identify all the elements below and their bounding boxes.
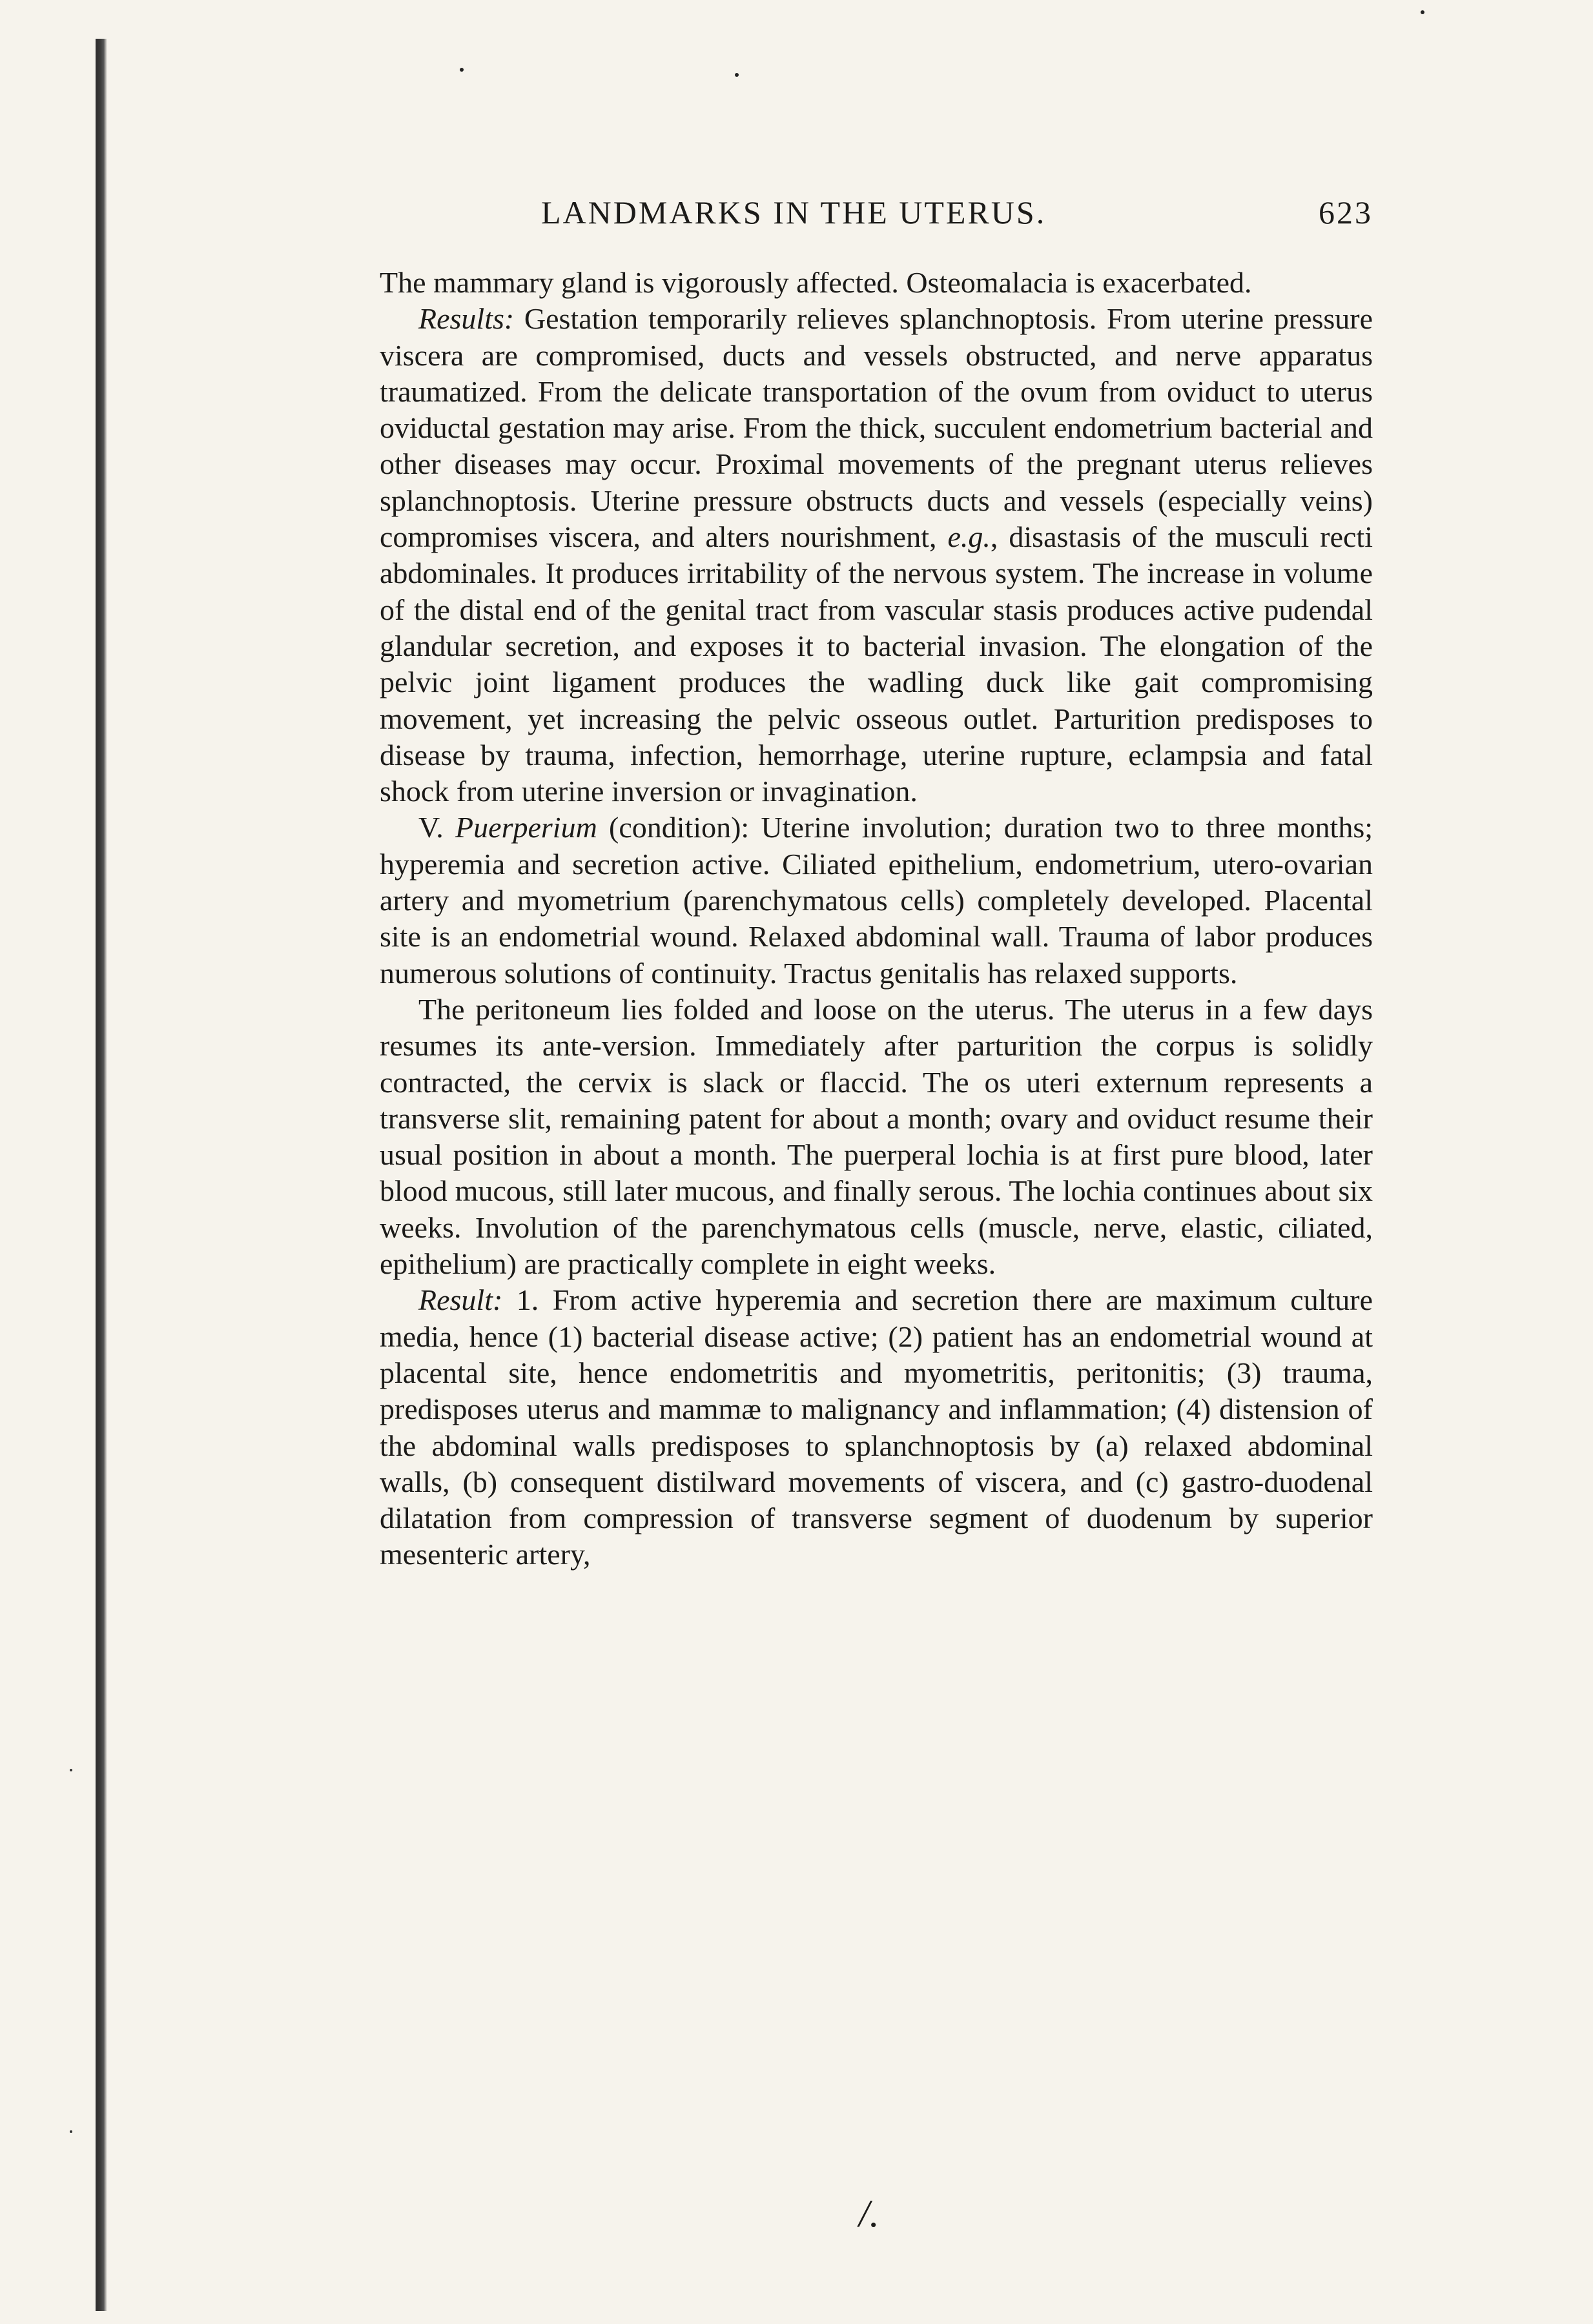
- paragraph-text: , disastasis of the musculi recti abdominales. It produces irritability of the nervous system. The increase in volume of the distal end of the genital tract from vascular stasis produces active pudendal glandular secretion, and exposes it to bacterial invasion. The elongation of the pelvic joint ligament produces the wadling duck like gait compromising movement, yet increasing the pelvic osseous outlet. Parturition predisposes to disease by trauma, infection, hemorrhage, uterine rupture, eclampsia and fatal shock from uterine inversion or invagination.: [380, 520, 1373, 808]
- paragraph-text: Gestation temporarily relieves splanchnoptosis. From uterine pressure viscera are compromised, ducts and vessels obstructed, and nerve apparatus traumatized. From the delicate transportation of the ovum from oviduct to uterus oviductal gestation may arise. From the thick, succulent endometrium bacterial and other diseases may occur. Proximal movements of the pregnant uterus relieves splanchnoptosis. Uterine pressure obstructs ducts and vessels (especially veins) compromises viscera, and alters nourishment,: [380, 302, 1373, 554]
- binding-speck: [70, 1769, 72, 1771]
- results-label: Results:: [418, 302, 515, 336]
- footer-mark: /.: [859, 2192, 879, 2235]
- paragraph-text: The mammary gland is vigorously affected. Osteomalacia is exacerbated.: [380, 266, 1252, 299]
- paragraph-text: (condition): Uterine involution; duration two to three months; hyperemia and secretion active. Ciliated epithelium, endometrium, utero-ovarian artery and myometrium (parenchymatous cells) completely developed. Placental site is an endometrial wound. Relaxed abdominal wall. Trauma of labor produces numerous solutions of continuity. Tractus genitalis has relaxed supports.: [380, 811, 1373, 990]
- running-head: LANDMARKS IN THE UTERUS.: [541, 194, 1047, 230]
- paper-speck: [735, 73, 739, 77]
- binding-gutter-shadow: [96, 39, 107, 2311]
- eg-abbreviation: e.g.: [947, 520, 991, 554]
- paragraph-results: [380, 301, 1373, 810]
- paragraph-text: 1. From active hyperemia and secretion there are maximum culture media, hence (1) bacterial disease active; (2) patient has an endometrial wound at placental site, hence endometritis and myometritis, peritonitis; (3) trauma, predisposes uterus and mammæ to malignancy and inflammation; (4) distension of the abdominal walls predisposes to splanchnoptosis by (a) relaxed abdominal walls, (b) consequent distilward movements of viscera, and (c) gastro-duodenal dilatation from compression of transverse segment of duodenum by superior mesenteric artery,: [380, 1283, 1373, 1571]
- paper-speck: [460, 68, 464, 72]
- paragraph-peritoneum: [380, 992, 1373, 1282]
- body-text: [380, 265, 1373, 1573]
- paragraph-text: The peritoneum lies folded and loose on the uterus. The uterus in a few days resumes its ante-version. Immediately after parturition the corpus is solidly contracted, the cervix is slack or flaccid. The os uteri externum represents a transverse slit, remaining patent for about a month; ovary and oviduct resume their usual position in about a month. The puerperal lochia is at first pure blood, later blood mucous, still later mucous, and finally serous. The lochia continues about six weeks. Involution of the parenchymatous cells (muscle, nerve, elastic, ciliated, epithelium) are practically complete in eight weeks.: [380, 992, 1373, 1281]
- page-header: [380, 194, 1373, 245]
- binding-speck: [70, 2130, 72, 2133]
- paragraph-result: [380, 1282, 1373, 1573]
- puerperium-label: Puerperium: [455, 811, 597, 844]
- page-number: 623: [1319, 194, 1373, 230]
- paper-speck: [1421, 10, 1424, 14]
- result-label: Result:: [418, 1283, 503, 1317]
- section-number: V.: [418, 811, 456, 844]
- paragraph-puerperium: [380, 810, 1373, 991]
- paragraph-1: [380, 265, 1373, 301]
